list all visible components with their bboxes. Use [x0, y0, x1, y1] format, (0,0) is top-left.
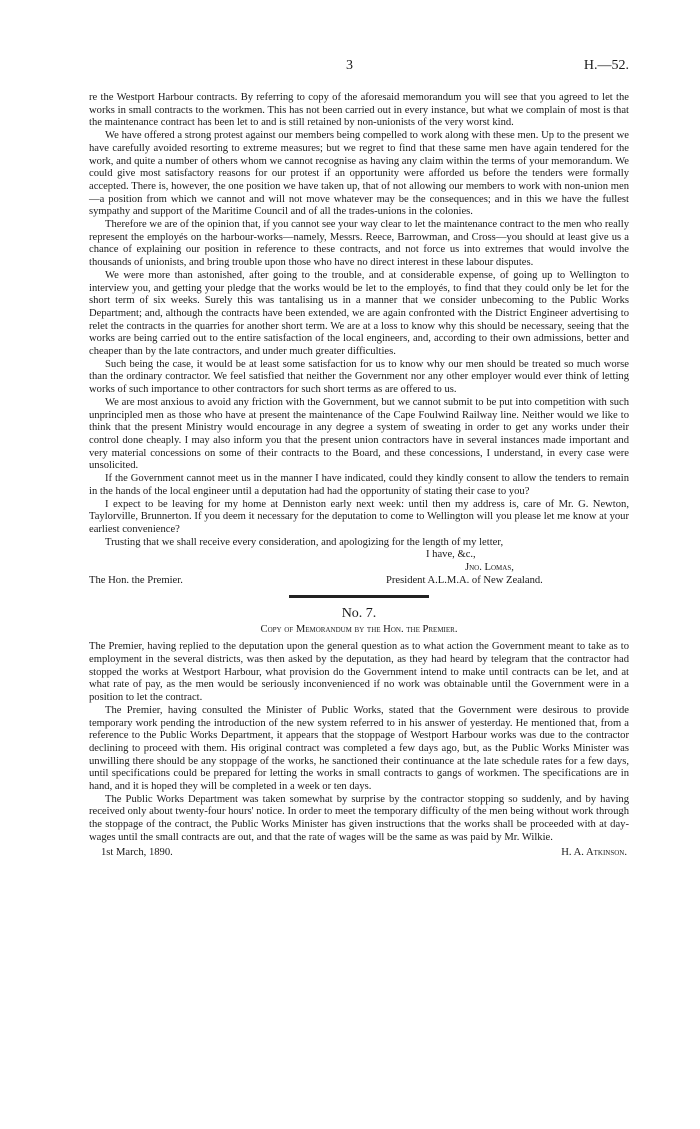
letter-signer: Jno. Lomas,: [465, 562, 514, 573]
letter-body: [89, 92, 629, 549]
memo-title: Copy of Memorandum by the Hon. the Premier.: [260, 624, 458, 636]
memo-paragraph: The Premier, having replied to the deputation upon the general question as to what action the Government meant to take as to employment in the several districts, was then asked by the deputation, as they had heard by telegram that the contractor had stopped the works at Westport Harbour, what provision do the Government intend to make until contracts can be let, and at what rate of pay, as the men would be seriously inconvenienced if no work was obtainable until the Government were in a position to let the contract.: [89, 641, 629, 704]
letter-closing: [89, 549, 629, 587]
memo-body: [89, 641, 629, 844]
memo-paragraph: The Public Works Department was taken somewhat by surprise by the contractor stopping so suddenly, and by having received only about twenty-four hours' notice. In order to meet the temporary difficulty of the men being without work through the stoppage of the contract, the Public Works Minister has given instructions that the works shall be proceeded with at day-wages until the small contracts are out, and that the rate of wages will be the same as was paid by Mr. Wilkie.: [89, 793, 629, 843]
letter-addressee: The Hon. the Premier.: [89, 574, 183, 586]
running-head: [89, 58, 629, 80]
document-number: No. 7.: [341, 606, 377, 622]
memo-paragraph: The Premier, having consulted the Minister of Public Works, stated that the Government were desirous to provide temporary work pending the introduction of the new system referred to in his answer of yesterday. He mentioned that, from a reference to the Public Works Department, it appears that the stoppage of Westport Harbour works was due to the contractor declining to proceed with them. His original contract was completed a few days ago, but, as the Public Works Minister was unwilling there should be any stoppage of the works, he sanctioned their continuance at the late schedule rates for a few days, until specifications could be prepared for letting the works in small contracts to gangs of workmen. The specifications are in hand, and it is hoped they will be completed in a week or ten days.: [89, 704, 629, 793]
letter-paragraph: We were more than astonished, after going to the trouble, and at considerable expense, of going up to Wellington to interview you, and getting your pledge that the works would be let to the employés, to find that they could only be let for the short term of six weeks. Surely this was tantalising us in a manner that we consider unbecoming to the Public Works Department; and, although the contracts have been extended, we are again confronted with the District Engineer advertising to relet the contracts in the quarries for another short term. We are at a loss to know why this should be necessary, seeing that the works are being carried out to the entire satisfaction of the local engineers, and, according to their own admissions, better and cheaper than by the late contractors, and under much greater difficulties.: [89, 269, 629, 358]
document-page: [89, 58, 629, 861]
memo-footer: [89, 847, 629, 861]
letter-paragraph: re the Westport Harbour contracts. By referring to copy of the aforesaid memorandum you will see that you agreed to let the works in small contracts to the workmen. This has not been carried out in every instance, but what we complain of most is that the maintenance contract has been let to and is still retained by non-unionists of the very worst kind.: [89, 92, 629, 129]
letter-paragraph: We are most anxious to avoid any friction with the Government, but we cannot submit to be put into competition with such unprincipled men as those who have at present the maintenance of the Cape Foulwind Railway line. Neither would we like to think that the present Ministry would encourage in any degree a system of sweating in order to get any works under their control done cheaply. I may also inform you that the present union contractors have in several instances made important and very material concessions on some of their contracts to the Board, and these concessions, I understand, in every case were unsolicited.: [89, 396, 629, 472]
letter-paragraph: I expect to be leaving for my home at Denniston early next week: until then my address is, care of Mr. G. Newton, Taylorville, Brunnerton. If you deem it necessary for the deputation to come to Wellington will you please let me know at your earliest convenience?: [89, 498, 629, 535]
section-divider: [289, 595, 429, 598]
memo-signature: H. A. Atkinson.: [561, 846, 627, 858]
page-reference: H.—52.: [583, 58, 629, 73]
signer-role: President A.L.M.A. of New Zealand.: [386, 574, 543, 586]
letter-paragraph: Trusting that we shall receive every consideration, and apologizing for the length of my letter,: [105, 536, 504, 548]
letter-paragraph: Such being the case, it would be at least some satisfaction for us to know why our men should be treated so much worse than the ordinary contractor. We feel satisfied that neither the Government nor any other employer would ever think of letting works of such importance to other contractors for such short terms as are offered to us.: [89, 358, 629, 396]
page-number: 3: [346, 58, 353, 73]
letter-paragraph: We have offered a strong protest against our members being compelled to work along with these men. Up to the present we have carefully avoided resorting to extreme measures; but we regret to find that these same men have again tendered for the work, and quite a number of others whom we cannot recognise as having any claim within the terms of your memorandum. We could give most satisfactory reasons for our protest if an opportunity were afforded us before the tenders were formally accepted. There is, however, the one position we have taken up, that of not allowing our members to work with non-union men—a position from which we cannot and will not move whatever may be the consequences; and in this we have the fullest sympathy and support of the Maritime Council and of all the trades-unions in the colonies.: [89, 130, 629, 218]
letter-paragraph: Therefore we are of the opinion that, if you cannot see your way clear to let the maintenance contract to the men who really represent the employés on the harbour-works—namely, Messrs. Reece, Barrowman, and Cross—you should at least give us a chance of explaining our position in reference to these contracts, and not force us into extremes that would involve the thousands of unionists, and bring trouble upon those who have no direct interest in these labour disputes.: [89, 219, 629, 269]
letter-paragraph: If the Government cannot meet us in the manner I have indicated, could they kindly consent to allow the tenders to remain in the hands of the local engineer until a deputation had had the opportunity of stating their case to you?: [89, 473, 629, 497]
memo-date: 1st March, 1890.: [101, 846, 173, 858]
closing-formula: I have, &c.,: [426, 549, 476, 561]
